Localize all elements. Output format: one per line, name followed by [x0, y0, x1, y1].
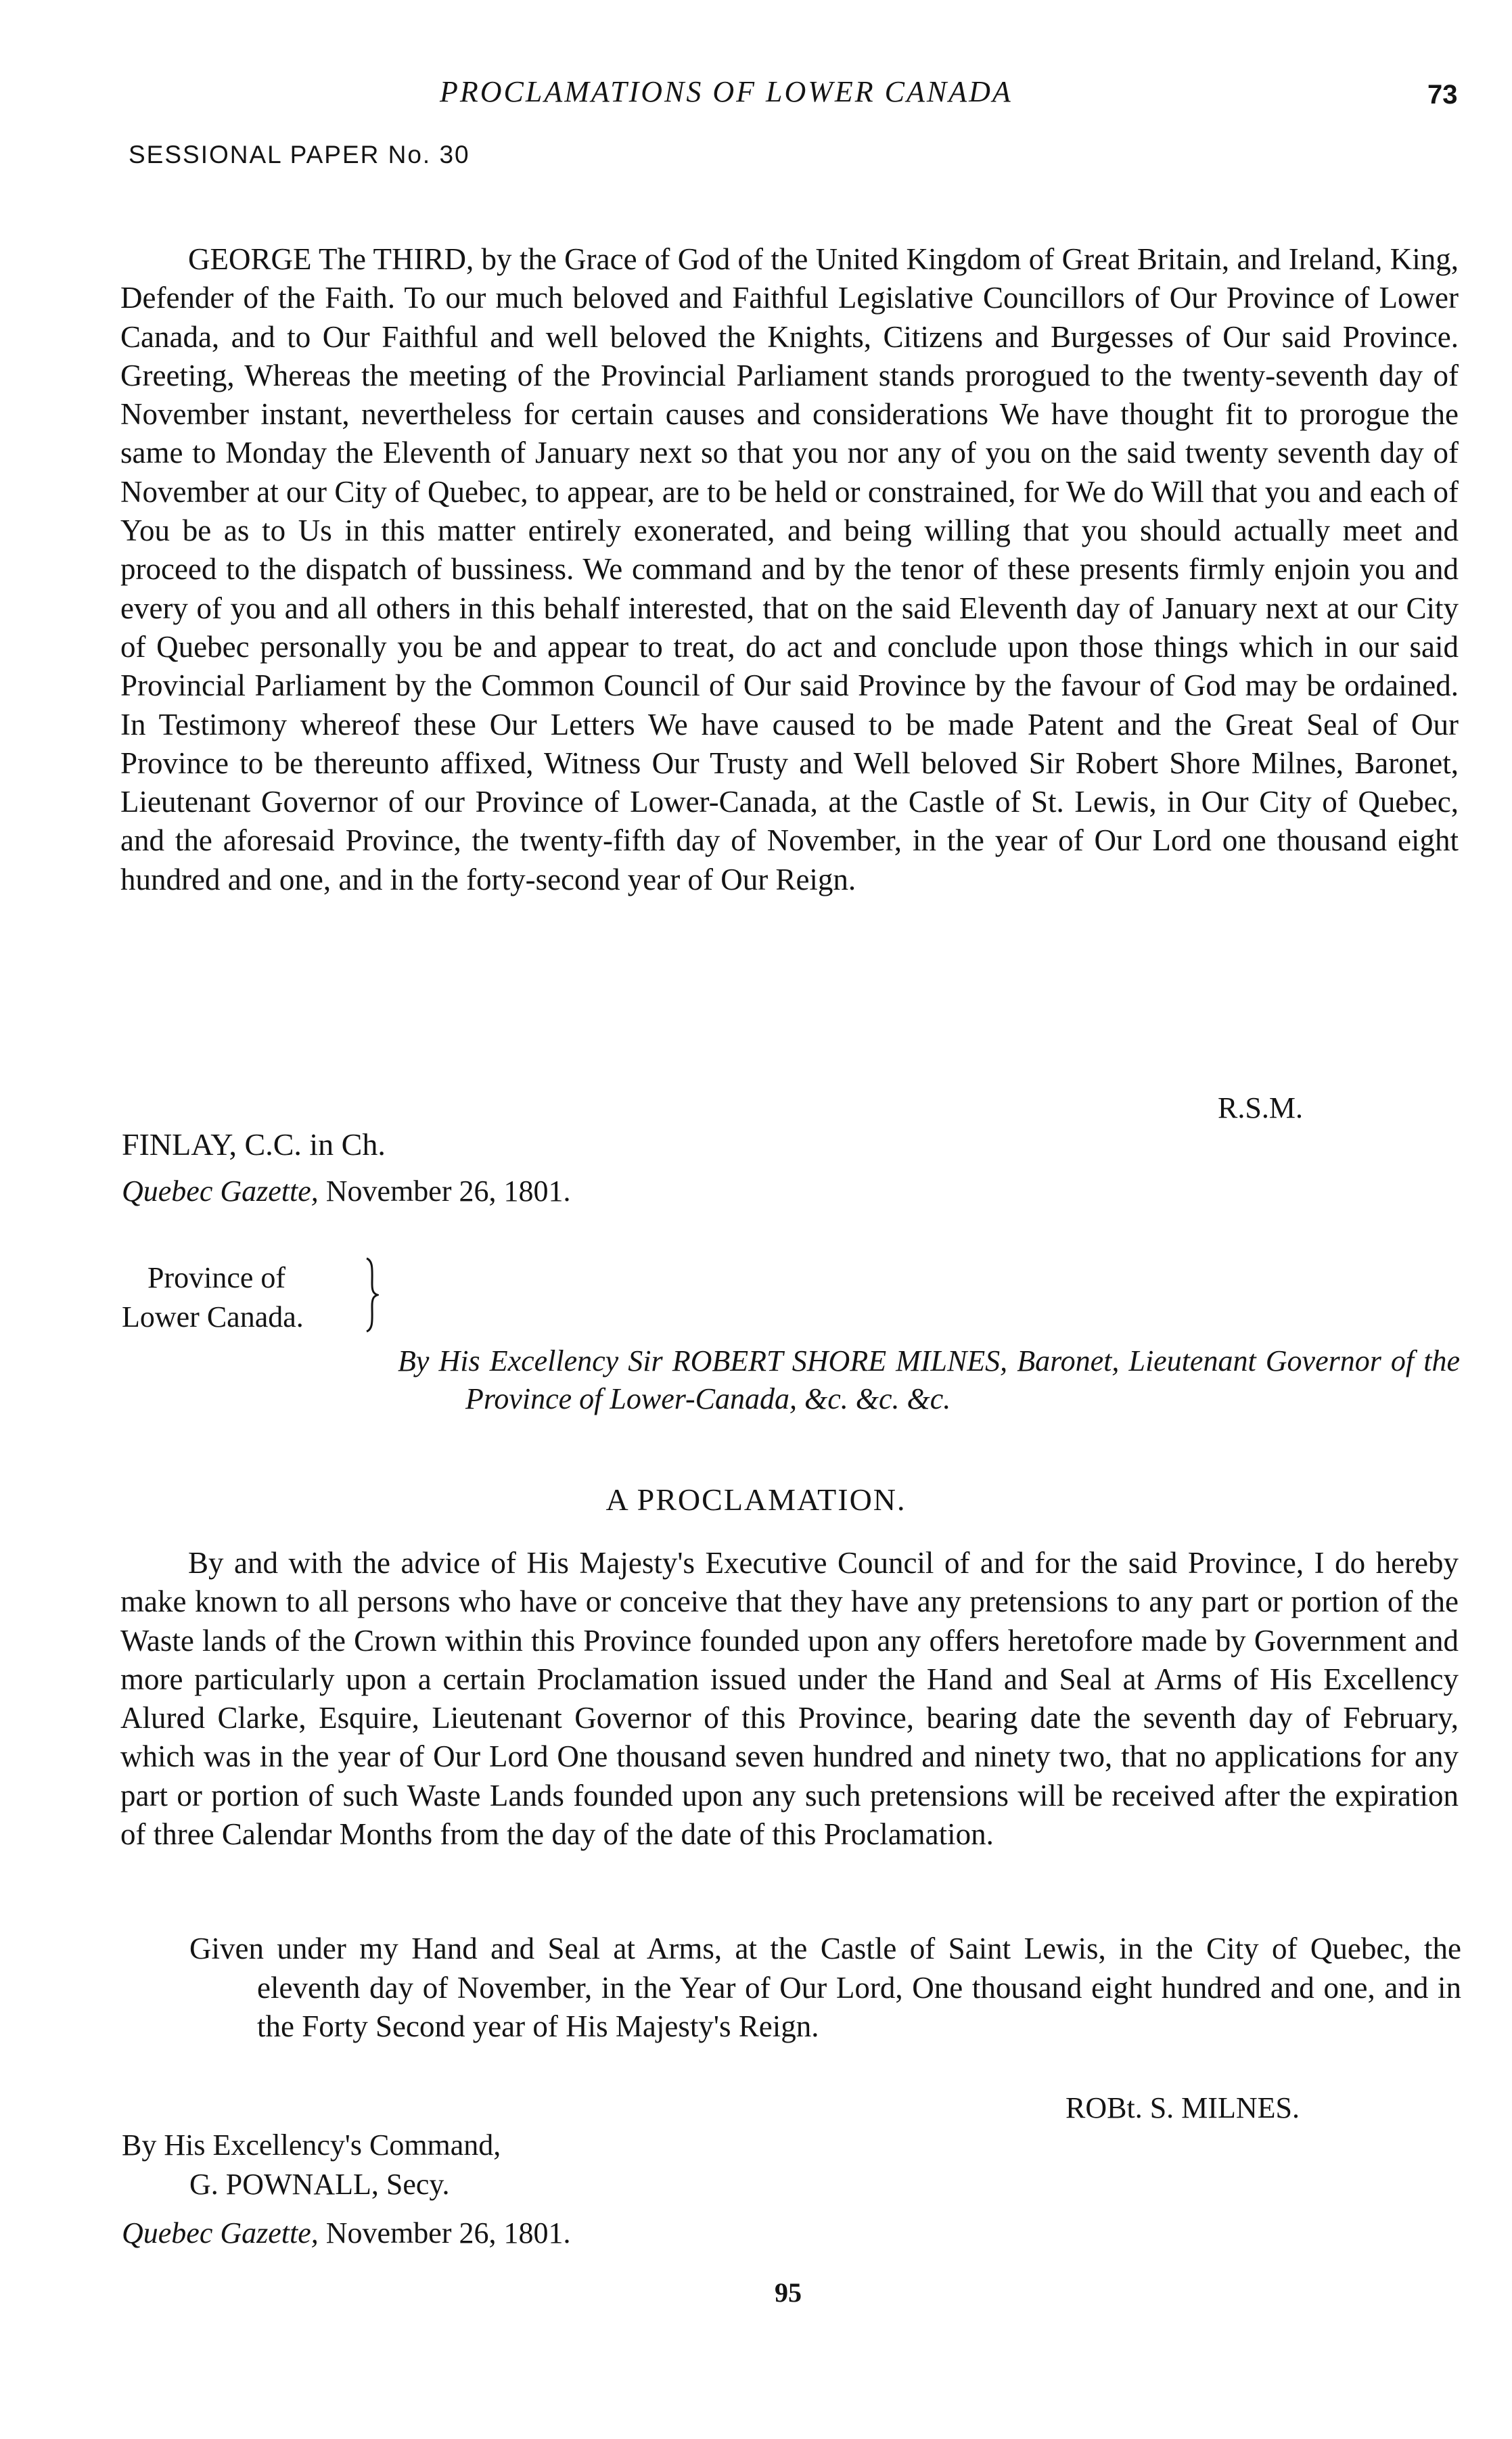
page-number-top: 73 — [1427, 80, 1458, 110]
gazette-date: November 26, 1801. — [325, 2216, 571, 2250]
gazette-citation-1 — [122, 1174, 571, 1208]
given-under-clause: Given under my Hand and Seal at Arms, at the Castle of Saint Lewis, in the City of Quebec, the eleventh day of November, in the Year of Our Lord, One thousand eight hundred and one, and in the Forty Second year of His Majesty's Reign. — [189, 1932, 1461, 2043]
signatory-finlay: FINLAY, C.C. in Ch. — [122, 1127, 386, 1162]
gazette-citation-2 — [122, 2216, 571, 2250]
province-line-1: Province of — [147, 1261, 286, 1294]
secretary-pownall: G. POWNALL, Secy. — [189, 2168, 450, 2201]
gazette-date: November 26, 1801. — [325, 1175, 571, 1208]
running-title: PROCLAMATIONS OF LOWER CANADA — [440, 75, 1013, 108]
by-his-excellency-title: By His Excellency Sir ROBERT SHORE MILNES, Baronet, Lieutenant Governor of the Province of Lower-Canada, &c. &c. &c. — [398, 1344, 1460, 1415]
province-label — [122, 1258, 304, 1337]
proclamation-heading: A PROCLAMATION. — [605, 1482, 907, 1517]
gazette-title: Quebec Gazette, — [122, 2216, 319, 2250]
proclamation-2-body: By and with the advice of His Majesty's Executive Council of and for the said Province, I do hereby make known to all persons who have or conceive that they have any pretensions to any part or portion of the Waste lands of the Crown within this Province founded upon any offers heretofore made by Government and more particularly upon a certain Proclamation issued under the Hand and Seal at Arms of His Excellency Alured Clarke, Esquire, Lieutenant Governor of this Province, bearing date the seventh day of February, which was in the year of Our Lord One thousand seven hundred and ninety two, that no applications for any part or portion of such Waste Lands founded upon any such pretensions will be received after the expiration of three Calendar Months from the day of the date of this Proclamation. — [120, 1546, 1459, 1852]
page-number-bottom: 95 — [775, 2277, 802, 2308]
gazette-title: Quebec Gazette, — [122, 1175, 319, 1208]
signature-milnes: ROBt. S. MILNES. — [1066, 2091, 1300, 2124]
initials-rsm: R.S.M. — [1218, 1091, 1303, 1124]
by-command-line: By His Excellency's Command, — [122, 2128, 501, 2162]
province-line-2: Lower Canada. — [122, 1300, 304, 1334]
curly-brace-icon — [364, 1257, 379, 1333]
sessional-paper-label: SESSIONAL PAPER No. 30 — [129, 141, 470, 168]
proclamation-1-body: GEORGE The THIRD, by the Grace of God of the United Kingdom of Great Britain, and Ireland, King, Defender of the Faith. To our much beloved and Faithful Legislative Councillors of Our Province of Lower Canada, and to Our Faithful and well beloved the Knights, Citizens and Burgesses of Our said Province. Greeting, Whereas the meeting of the Provincial Parliament stands prorogued to the twenty-seventh day of November instant, nevertheless for certain causes and considerations We have thought fit to prorogue the same to Monday the Eleventh of January next so that you nor any of you on the said twenty seventh day of November at our City of Quebec, to appear, are to be held or constrained, for We do Will that you and each of You be as to Us in this matter entirely exonerated, and being willing that you should actually meet and proceed to the dispatch of bussiness. We command and by the tenor of these presents firmly enjoin you and every of you and all others in this behalf interested, that on the said Eleventh day of January next at our City of Quebec personally you be and appear to treat, do act and conclude upon those things which in our said Provincial Parliament by the Common Council of Our said Province by the favour of God may be ordained. In Testimony whereof these Our Letters We have caused to be made Patent and the Great Seal of Our Province to be thereunto affixed, Witness Our Trusty and Well beloved Sir Robert Shore Milnes, Baronet, Lieutenant Governor of our Province of Lower-Canada, at the Castle of St. Lewis, in Our City of Quebec, and the aforesaid Province, the twenty-fifth day of November, in the year of Our Lord one thousand eight hundred and one, and in the forty-second year of Our Reign. — [120, 242, 1459, 896]
